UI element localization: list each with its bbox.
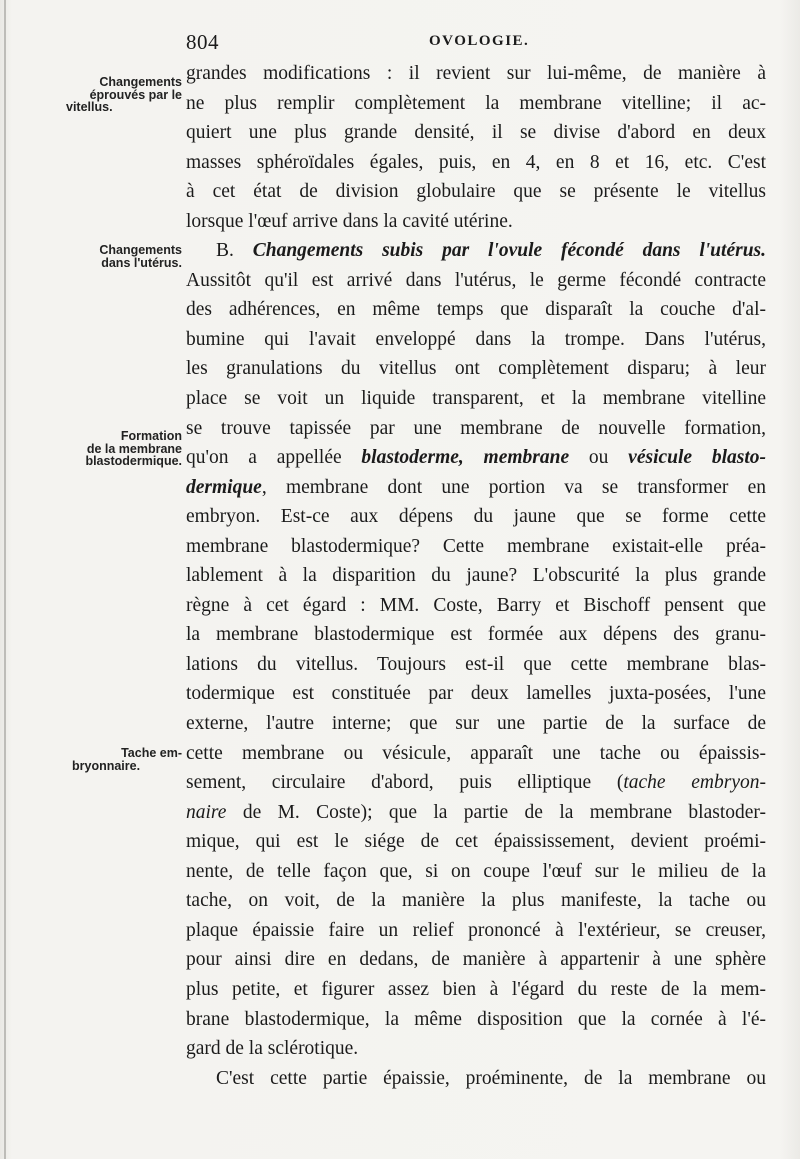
term-tache-embryonnaire: tache embryon- [623,772,767,794]
text-line: Aussitôt qu'il est arrivé dans l'utérus, le germe fécondé contracte [186,269,766,291]
text-segment: sement, circulaire d'abord, puis elliptique ( [186,772,624,794]
section-heading-prefix: B. [216,240,234,262]
text-line: à cet état de division globulaire que se présente le vitellus [186,181,766,203]
text-line: todermique est constituée par deux lamelles juxta-posées, l'une [186,683,766,705]
margin-note-line: bryonnaire. [72,758,141,773]
text-line: membrane blastodermique? Cette membrane existait-elle préa- [186,535,766,557]
text-line: mique, qui est le siége de cet épaississement, devient proémi- [186,831,766,853]
margin-note-line: Tache em- [121,746,182,760]
section-heading-title: Changements subis par l'ovule fécondé dans l'utérus. [252,240,766,262]
text-line: bumine qui l'avait enveloppé dans la trompe. Dans l'utérus, [186,328,766,350]
margin-note-line: Changements [99,75,182,89]
margin-note-line: Changements [99,243,182,257]
text-line: grandes modifications : il revient sur lui-même, de manière à [186,63,766,84]
margin-note-line: de la membrane [86,441,182,456]
section-heading [186,236,766,266]
text-line: des adhérences, en même temps que disparaît la couche d'al- [186,299,766,321]
page-edge-shadow [4,0,6,1159]
text-line: ne plus remplir complètement la membrane vitelline; il ac- [186,92,766,114]
text-line-terms [186,473,766,503]
text-line: règne à cet égard : MM. Coste, Barry et Bischoff pensent que [186,594,766,616]
page-header [0,30,800,60]
text-line: embryon. Est-ce aux dépens du jaune que se forme cette [186,506,766,528]
text-line: tache, on voit, de la manière la plus manifeste, la tache ou [186,890,766,912]
margin-note-line: éprouvés par le [89,87,182,102]
text-line: gard de la sclérotique. [186,1038,359,1060]
margin-note-line: vitellus. [66,100,113,114]
page-number: 804 [186,30,219,54]
text-line: nente, de telle façon que, si on coupe l'œuf sur le milieu de la [186,860,766,882]
margin-note-line: Formation [120,429,182,443]
text-segment: , membrane dont une portion va se transformer en [261,476,766,498]
text-line: lorsque l'œuf arrive dans la cavité utérine. [186,210,513,232]
text-line-tache [186,798,766,828]
margin-note-changements-uterus [60,244,182,269]
text-segment: ou [569,447,629,469]
text-line: les granulations du vitellus ont complètement disparu; à leur [186,358,766,380]
text-line: pour ainsi dire en dedans, de manière à appartenir à une sphère [186,949,766,971]
term-naire: naire [186,801,227,823]
body-text [186,59,766,1093]
text-line: se trouve tapissée par une membrane de nouvelle formation, [186,417,766,439]
text-line: lations du vitellus. Toujours est-il que cette membrane blas- [186,653,766,675]
text-line: cette membrane ou vésicule, apparaît une tache ou épaissis- [186,742,766,764]
text-segment: de M. Coste); que la partie de la membrane blastoder- [226,801,766,823]
term-vesicule-blastodermique: vésicule blasto- [628,447,766,469]
margin-note-formation-membrane [60,430,182,468]
margin-note-changements-vitellus [60,76,182,114]
text-line: externe, l'autre interne; que sur une partie de la surface de [186,713,766,735]
margin-note-line: blastodermique. [85,454,182,468]
running-title: OVOLOGIE. [429,33,530,49]
text-line: masses sphéroïdales égales, puis, en 4, en 8 et 16, etc. C'est [186,151,766,173]
text-line: plaque épaissie faire un relief prononcé à l'extérieur, se creuser, [186,919,766,941]
text-line: lablement à la disparition du jaune? L'obscurité la plus grande [186,565,766,587]
text-segment: qu'on a appellée [186,447,362,469]
text-line: C'est cette partie épaissie, proéminente, de la membrane ou [216,1067,766,1089]
text-line-tache [186,768,766,798]
text-line: plus petite, et figurer assez bien à l'égard du reste de la mem- [186,978,766,1000]
term-dermique: dermique [186,476,262,498]
term-blastoderme: blastoderme, membrane [361,447,570,469]
text-line: brane blastodermique, la même disposition que la cornée à l'é- [186,1008,766,1030]
margin-note-line: dans l'utérus. [101,255,182,270]
text-line: la membrane blastodermique est formée aux dépens des granu- [186,624,766,646]
text-line-terms [186,443,766,473]
text-line: place se voit un liquide transparent, et la membrane vitelline [186,388,766,410]
margin-note-tache-embryonnaire [60,747,182,772]
text-line: quiert une plus grande densité, il se divise d'abord en deux [186,122,766,144]
